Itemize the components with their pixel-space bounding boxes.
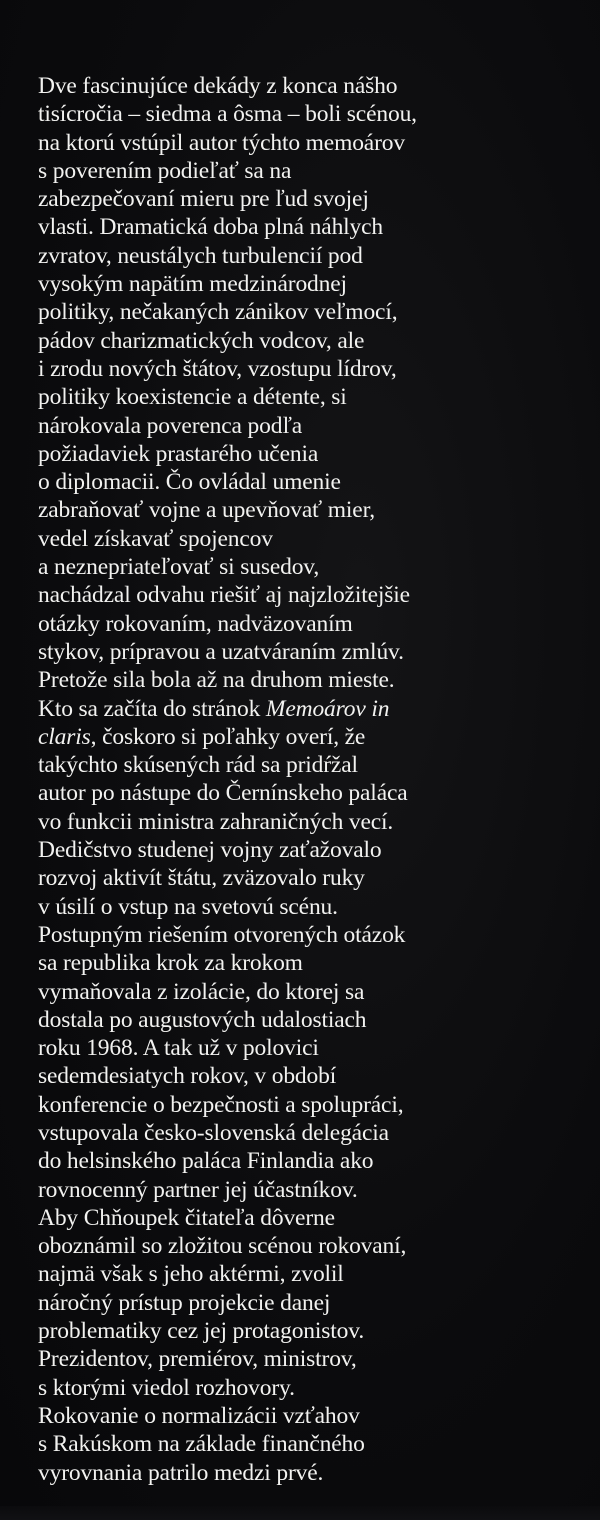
blurb-line: takýchto skúsených rád sa pridŕžal — [38, 752, 358, 779]
blurb-line: Aby Chňoupek čitateľa dôverne — [38, 1204, 335, 1231]
blurb-line: pádov charizmatických vodcov, ale — [38, 327, 365, 354]
blurb-line: i zrodu nových štátov, vzostupu lídrov, — [38, 355, 397, 382]
blurb-line: najmä však s jeho aktérmi, zvolil — [38, 1261, 344, 1288]
blurb-line-with-title — [38, 695, 598, 723]
blurb-line: politiky koexistencie a détente, si — [38, 384, 347, 411]
blurb-line: sedemdesiatych rokov, v období — [38, 1063, 337, 1090]
blurb-text-segment: , čoskoro si poľahky overí, že — [90, 723, 366, 750]
blurb-line: zvratov, neustálych turbulencií pod — [38, 242, 363, 269]
blurb-line: roku 1968. A tak už v polovici — [38, 1035, 319, 1062]
blurb-line: konferencie o bezpečnosti a spolupráci, — [38, 1091, 404, 1118]
blurb-line: autor po nástupe do Černínskeho paláca — [38, 780, 408, 807]
blurb-line: rozvoj aktivít štátu, zväzovalo ruky — [38, 865, 365, 892]
blurb-line: s ktorými viedol rozhovory. — [38, 1374, 295, 1401]
blurb-line: Pretože sila bola až na druhom mieste. — [38, 667, 395, 694]
blurb-line: Dedičstvo studenej vojny zaťažovalo — [38, 837, 382, 864]
blurb-line: oboznámil so zložitou scénou rokovaní, — [38, 1233, 407, 1260]
blurb-line: Dve fascinujúce dekády z konca nášho — [38, 73, 398, 99]
bottom-edge — [0, 1506, 600, 1520]
blurb-line: zabraňovať vojne a upevňovať mier, — [38, 497, 376, 524]
blurb-line: Rokovanie o normalizácii vzťahov — [38, 1402, 360, 1429]
blurb-line: Postupným riešením otvorených otázok — [38, 921, 406, 948]
blurb-line: zabezpečovaní mieru pre ľud svojej — [38, 186, 369, 213]
blurb-line-with-title — [38, 723, 598, 751]
blurb-line: vysokým napätím medzinárodnej — [38, 271, 347, 298]
blurb-line: v úsilí o vstup na svetovú scénu. — [38, 893, 338, 920]
blurb-line: dostala po augustových udalostiach — [38, 1006, 367, 1033]
blurb-line: tisícročia – siedma a ôsma – boli scénou, — [38, 101, 417, 128]
book-title-part: Memoárov in — [265, 695, 390, 722]
blurb-line: nárokovala poverenca podľa — [38, 412, 303, 439]
book-title-part: claris — [38, 723, 91, 750]
blurb-text — [38, 72, 598, 1487]
blurb-line: vyrovnania patrilo medzi prvé. — [38, 1459, 324, 1486]
blurb-text-segment: Kto sa začíta do stránok — [38, 695, 261, 722]
blurb-line: na ktorú vstúpil autor týchto memoárov — [38, 129, 405, 156]
blurb-line: vedel získavať spojencov — [38, 525, 273, 552]
blurb-line: stykov, prípravou a uzatváraním zmlúv. — [38, 638, 404, 665]
blurb-line: vlasti. Dramatická doba plná náhlych — [38, 214, 384, 241]
blurb-line: politiky, nečakaných zánikov veľmocí, — [38, 299, 398, 326]
blurb-line: problematiky cez jej protagonistov. — [38, 1318, 365, 1345]
blurb-line: a neznepriateľovať si susedov, — [38, 554, 320, 581]
blurb-line: otázky rokovaním, nadväzovaním — [38, 610, 353, 637]
blurb-line: s Rakúskom na základe finančného — [38, 1431, 365, 1458]
blurb-line: do helsinského paláca Finlandia ako — [38, 1148, 374, 1175]
blurb-line: náročný prístup projekcie danej — [38, 1289, 331, 1316]
blurb-line: s poverením podieľať sa na — [38, 157, 292, 184]
blurb-line: vymaňovala z izolácie, do ktorej sa — [38, 978, 365, 1005]
blurb-line: Prezidentov, premiérov, ministrov, — [38, 1346, 357, 1373]
blurb-line: rovnocenný partner jej účastníkov. — [38, 1176, 358, 1203]
blurb-line: požiadaviek prastarého učenia — [38, 440, 319, 467]
blurb-line: o diplomacii. Čo ovládal umenie — [38, 469, 341, 496]
blurb-line: vo funkcii ministra zahraničných vecí. — [38, 808, 394, 835]
blurb-line: nachádzal odvahu riešiť aj najzložitejšie — [38, 582, 410, 609]
blurb-line: sa republika krok za krokom — [38, 950, 303, 977]
blurb-line: vstupovala česko-slovenská delegácia — [38, 1119, 389, 1146]
